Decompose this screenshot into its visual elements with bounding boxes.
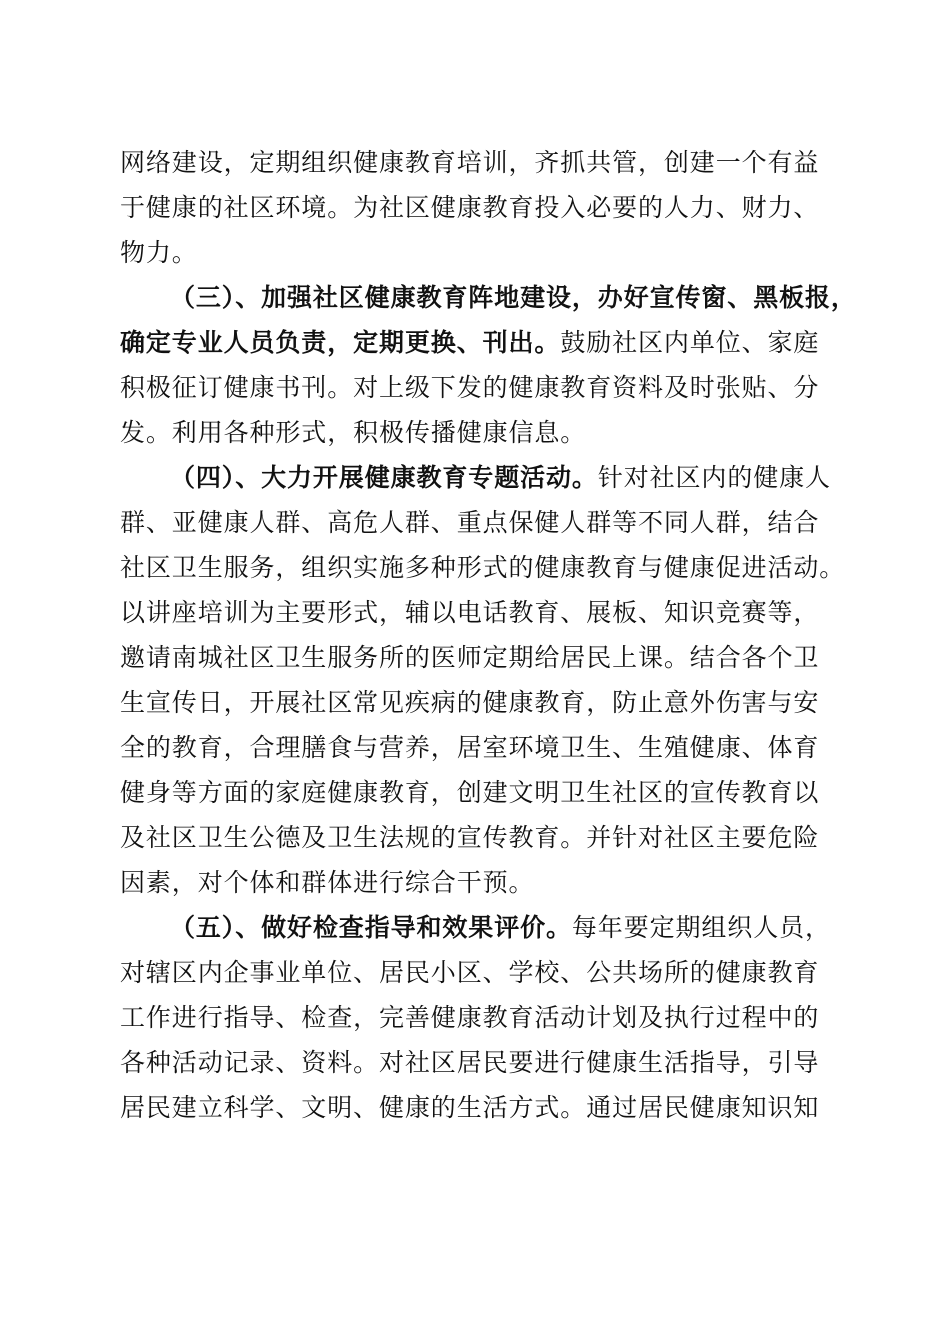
paragraph-start-line	[120, 905, 832, 950]
text-line	[120, 590, 832, 635]
line-text: 工作进行指导、检查，完善健康教育活动计划及执行过程中的	[120, 1003, 820, 1032]
text-line	[120, 1040, 832, 1085]
line-text: 每年要定期组织人员，	[571, 913, 831, 942]
text-line	[120, 725, 832, 770]
line-text: 对辖区内企事业单位、居民小区、学校、公共场所的健康教育	[120, 958, 820, 987]
line-text: 社区卫生服务，组织实施多种形式的健康教育与健康促进活动。	[120, 553, 846, 582]
section-heading-four: （四）、大力开展健康教育专题活动。	[170, 463, 598, 492]
text-line	[120, 410, 832, 455]
text-line	[120, 995, 832, 1040]
line-text: 积极征订健康书刊。对上级下发的健康教育资料及时张贴、分	[120, 373, 820, 402]
line-text: 各种活动记录、资料。对社区居民要进行健康生活指导，引导	[120, 1048, 820, 1077]
line-text: 居民建立科学、文明、健康的生活方式。通过居民健康知识知	[120, 1093, 820, 1122]
line-text: 发。利用各种形式，积极传播健康信息。	[120, 418, 587, 447]
body-text	[120, 140, 857, 1130]
text-line	[120, 770, 832, 815]
line-text: 以讲座培训为主要形式，辅以电话教育、展板、知识竞赛等，	[120, 598, 820, 627]
line-text: 全的教育，合理膳食与营养，居室环境卫生、生殖健康、体育	[120, 733, 820, 762]
line-text: 邀请南城社区卫生服务所的医师定期给居民上课。结合各个卫	[120, 643, 820, 672]
text-line	[120, 815, 832, 860]
paragraph-start-line	[120, 455, 832, 500]
line-text: 生宣传日，开展社区常见疾病的健康教育，防止意外伤害与安	[120, 688, 820, 717]
section-heading-three: （三）、加强社区健康教育阵地建设，办好宣传窗、黑板报，	[170, 283, 857, 312]
text-line	[120, 230, 832, 275]
text-line	[120, 1085, 832, 1130]
line-text: 鼓励社区内单位、家庭	[560, 328, 820, 357]
text-line	[120, 365, 832, 410]
text-line	[120, 545, 846, 590]
text-line	[120, 635, 832, 680]
text-line	[120, 140, 832, 185]
line-text: 针对社区内的健康人	[597, 463, 831, 492]
line-text: 健身等方面的家庭健康教育，创建文明卫生社区的宣传教育以	[120, 778, 820, 807]
line-text: 及社区卫生公德及卫生法规的宣传教育。并针对社区主要危险	[120, 823, 820, 852]
text-line	[120, 680, 832, 725]
text-line	[120, 860, 832, 905]
text-line	[120, 500, 832, 545]
line-text: 物力。	[120, 238, 198, 267]
line-text: 网络建设，定期组织健康教育培训，齐抓共管，创建一个有益	[120, 148, 820, 177]
text-line	[120, 950, 832, 995]
section-heading-five: （五）、做好检查指导和效果评价。	[170, 913, 572, 942]
section-heading-three-cont: 确定专业人员负责，定期更换、刊出。	[120, 328, 561, 357]
line-text: 于健康的社区环境。为社区健康教育投入必要的人力、财力、	[120, 193, 820, 222]
line-text: 群、亚健康人群、高危人群、重点保健人群等不同人群，结合	[120, 508, 820, 537]
text-line	[120, 185, 832, 230]
text-line	[120, 320, 832, 365]
paragraph-start-line	[120, 275, 857, 320]
line-text: 因素，对个体和群体进行综合干预。	[120, 868, 535, 897]
